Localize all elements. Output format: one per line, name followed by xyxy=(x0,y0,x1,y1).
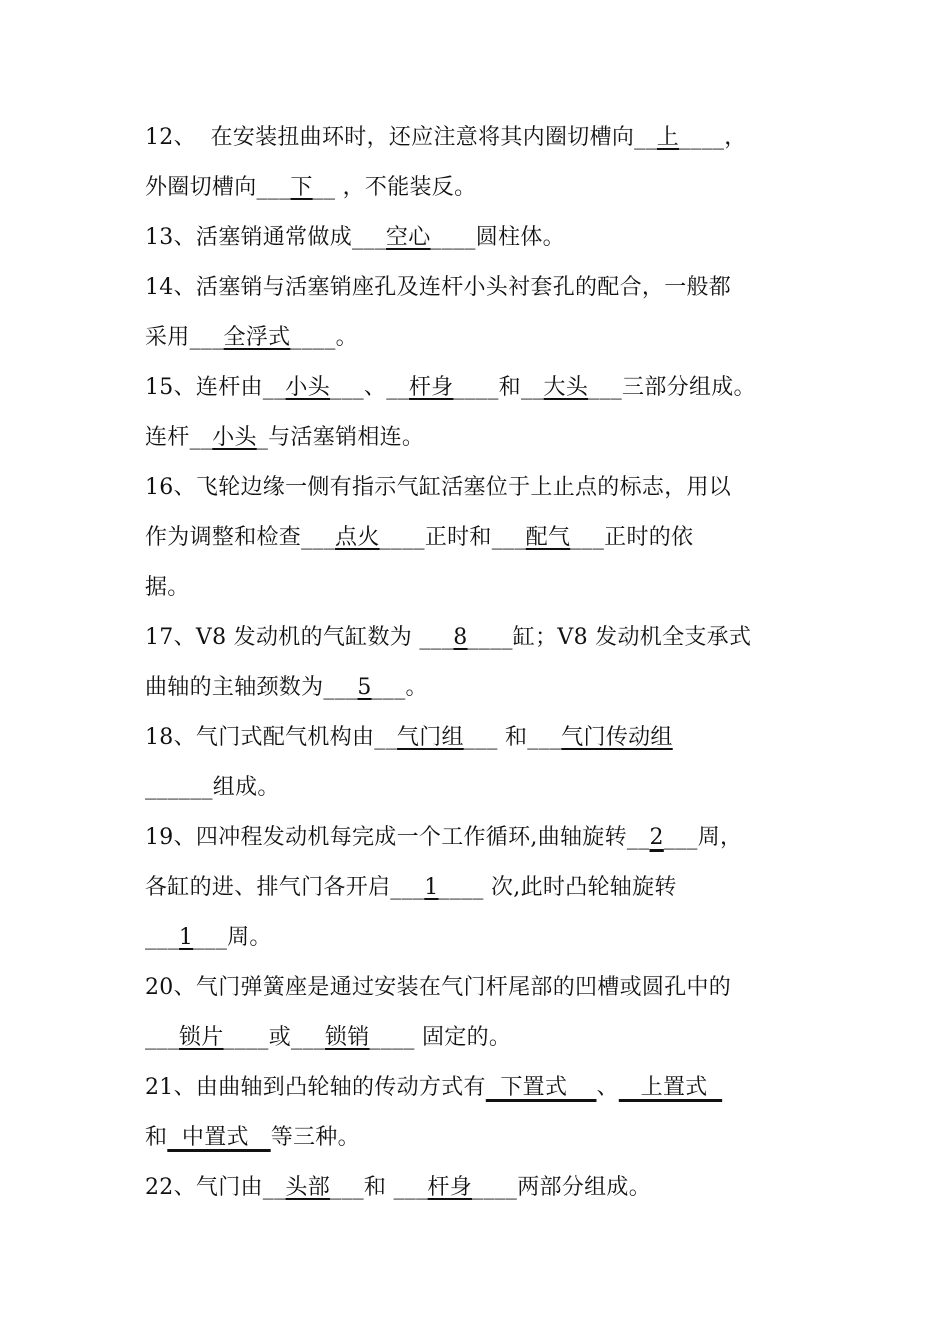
question-text: 各缸的进、排气门各开启___ xyxy=(145,875,425,900)
answer-text: 气门组 xyxy=(396,725,464,750)
answer-text: 下置式 xyxy=(485,1075,597,1100)
question-line-q19a xyxy=(145,823,742,853)
question-text: ___三部分组成。 xyxy=(588,375,756,400)
question-text: ____ 固定的。 xyxy=(369,1025,512,1050)
question-text: 18、气门式配气机构由__ xyxy=(145,725,397,750)
question-text: 20、气门弹簧座是通过安装在气门杆尾部的凹槽或圆孔中的 xyxy=(145,975,732,1000)
question-line-q15b xyxy=(145,423,424,453)
answer-text: 锁销 xyxy=(324,1025,370,1050)
answer-text: 头部 xyxy=(285,1175,331,1200)
question-text: ___和 ___ xyxy=(330,1175,428,1200)
question-text: 和 xyxy=(145,1125,168,1150)
question-text: __ ，不能装反。 xyxy=(312,175,477,200)
question-text: ___正时的依 xyxy=(570,525,694,550)
question-text: 17、V8 发动机的气缸数为 ___ xyxy=(145,625,454,650)
question-text: ___ xyxy=(145,925,179,950)
answer-text: 大头 xyxy=(543,375,589,400)
question-text: 据。 xyxy=(145,575,190,600)
answer-text: 杆身 xyxy=(408,375,454,400)
question-line-q18a xyxy=(145,723,673,753)
question-text: 21、由曲轴到凸轮轴的传动方式有 xyxy=(145,1075,486,1100)
question-text: 22、气门由__ xyxy=(145,1175,286,1200)
answer-text: 气门传动组 xyxy=(561,725,673,750)
question-text: 采用___ xyxy=(145,325,224,350)
question-line-q19c xyxy=(145,923,272,953)
question-text: ____ 次,此时凸轮轴旋转 xyxy=(438,875,677,900)
question-text: ______组成。 xyxy=(145,775,280,800)
question-text: 16、飞轮边缘一侧有指示气缸活塞位于上止点的标志，用以 xyxy=(145,475,732,500)
question-text: ___。 xyxy=(371,675,428,700)
question-line-q12a xyxy=(145,123,747,153)
question-line-q16b xyxy=(145,523,693,553)
question-line-q20b xyxy=(145,1023,511,1053)
question-text: 曲轴的主轴颈数为___ xyxy=(145,675,358,700)
question-text: 13、活塞销通常做成___ xyxy=(145,225,386,250)
question-text: ___ 和___ xyxy=(463,725,562,750)
answer-text: 全浮式 xyxy=(223,325,291,350)
question-text: 14、活塞销与活塞销座孔及连杆小头衬套孔的配合，一般都 xyxy=(145,275,732,300)
answer-text: 锁片 xyxy=(178,1025,224,1050)
question-line-q20a xyxy=(145,973,731,1003)
question-text: ____或___ xyxy=(223,1025,325,1050)
answer-text: 空心 xyxy=(385,225,431,250)
answer-text: 2 xyxy=(649,825,664,850)
question-line-q13 xyxy=(145,223,565,253)
answer-text: 点火 xyxy=(335,525,380,550)
question-line-q16a xyxy=(145,473,731,503)
question-line-q15a xyxy=(145,373,756,403)
question-text: ___ xyxy=(145,1025,179,1050)
question-line-q12b xyxy=(145,173,476,203)
answer-text: 上置式 xyxy=(618,1075,723,1100)
question-line-q17a xyxy=(145,623,751,653)
question-text: ____和__ xyxy=(453,375,544,400)
question-text: 15、连杆由__ xyxy=(145,375,286,400)
question-line-q18b xyxy=(145,773,280,803)
question-text: _与活塞销相连。 xyxy=(256,425,425,450)
answer-text: 5 xyxy=(357,675,372,700)
answer-text: 上 xyxy=(656,125,680,150)
answer-text: 中置式 xyxy=(167,1125,271,1150)
question-line-q21a xyxy=(145,1073,722,1103)
question-text: ___周， xyxy=(663,825,743,850)
question-text: ____两部分组成。 xyxy=(472,1175,652,1200)
question-text: ___周。 xyxy=(193,925,272,950)
question-text: 12、 在安装扭曲环时，还应注意将其内圈切槽向__ xyxy=(145,125,657,150)
question-text: ____， xyxy=(679,125,747,150)
question-line-q14a xyxy=(145,273,731,303)
question-text: ___、__ xyxy=(330,375,409,400)
question-text: ____。 xyxy=(290,325,358,350)
question-text: 、 xyxy=(596,1075,619,1100)
answer-text: 小头 xyxy=(212,425,257,450)
question-text: 外圈切槽向___ xyxy=(145,175,291,200)
answer-text: 杆身 xyxy=(427,1175,473,1200)
question-line-q17b xyxy=(145,673,428,703)
answer-text: 配气 xyxy=(525,525,571,550)
question-text: 连杆__ xyxy=(145,425,213,450)
question-line-q19b xyxy=(145,873,677,903)
question-text: ____圆柱体。 xyxy=(430,225,565,250)
answer-text: 1 xyxy=(178,925,194,950)
question-text: ____缸；V8 发动机全支承式 xyxy=(467,625,752,650)
question-line-q21b xyxy=(145,1123,360,1153)
question-line-q22 xyxy=(145,1173,651,1203)
question-text: ____正时和___ xyxy=(379,525,526,550)
answer-text: 8 xyxy=(453,625,468,650)
question-text: 等三种。 xyxy=(270,1125,360,1150)
answer-text: 小头 xyxy=(285,375,331,400)
answer-text: 1 xyxy=(424,875,439,900)
question-text: 19、四冲程发动机每完成一个工作循环,曲轴旋转__ xyxy=(145,825,650,850)
question-text: 作为调整和检查___ xyxy=(145,525,336,550)
answer-text: 下 xyxy=(290,175,313,200)
question-line-q14b xyxy=(145,323,358,353)
question-line-q16c xyxy=(145,573,190,603)
